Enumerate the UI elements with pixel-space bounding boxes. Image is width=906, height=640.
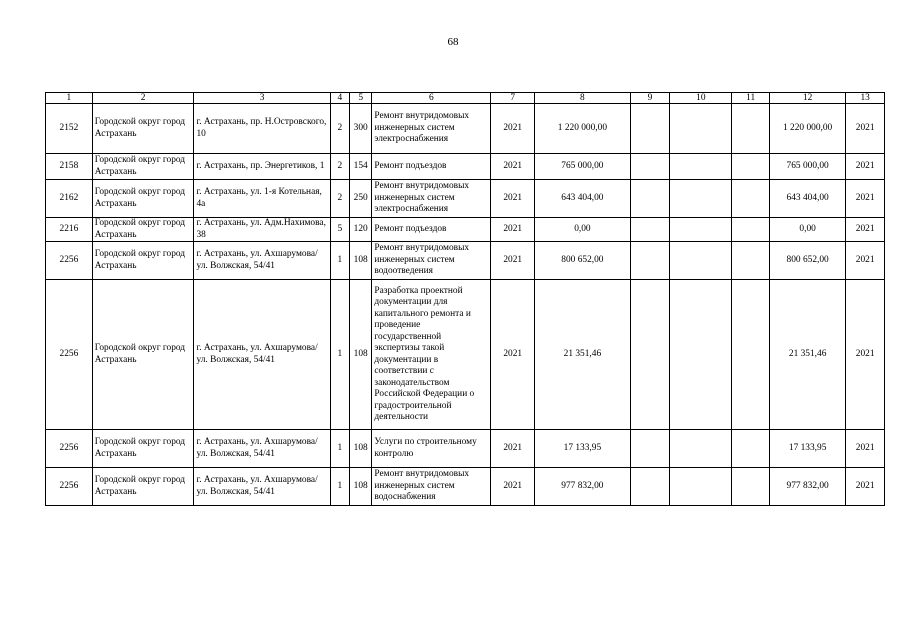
- column-11-cell: [732, 154, 770, 180]
- address-cell: г. Астрахань, ул. Ахшарумова/ ул. Волжская, 54/41: [194, 242, 330, 280]
- table-row: [46, 218, 885, 242]
- year-cell: 2021: [491, 104, 535, 154]
- column-header: 10: [670, 93, 732, 104]
- row-id-cell: 2256: [46, 468, 93, 506]
- table-row: [46, 242, 885, 280]
- column-10-cell: [670, 104, 732, 154]
- column-header: 1: [46, 93, 93, 104]
- column-4-cell: 1: [330, 280, 349, 430]
- total-cost-cell: 765 000,00: [535, 154, 631, 180]
- column-4-cell: 2: [330, 104, 349, 154]
- address-cell: г. Астрахань, ул. Ахшарумова/ ул. Волжская, 54/41: [194, 280, 330, 430]
- column-11-cell: [732, 430, 770, 468]
- municipality-cell: Городской округ город Астрахань: [92, 180, 194, 218]
- column-12-cost-cell: 0,00: [770, 218, 846, 242]
- table-row: [46, 154, 885, 180]
- column-12-cost-cell: 765 000,00: [770, 154, 846, 180]
- row-id-cell: 2152: [46, 104, 93, 154]
- column-9-cell: [630, 242, 670, 280]
- column-header: 11: [732, 93, 770, 104]
- work-type-cell: Ремонт внутридомовых инженерных систем водоотведения: [372, 242, 491, 280]
- municipality-cell: Городской округ город Астрахань: [92, 242, 194, 280]
- total-cost-cell: 17 133,95: [535, 430, 631, 468]
- year-cell: 2021: [491, 218, 535, 242]
- table-row: [46, 430, 885, 468]
- column-number-row: [46, 93, 885, 104]
- column-5-cell: 300: [350, 104, 372, 154]
- work-type-cell: Ремонт внутридомовых инженерных систем электроснабжения: [372, 180, 491, 218]
- column-10-cell: [670, 242, 732, 280]
- column-5-cell: 108: [350, 468, 372, 506]
- row-id-cell: 2162: [46, 180, 93, 218]
- column-10-cell: [670, 180, 732, 218]
- table-row: [46, 104, 885, 154]
- municipality-cell: Городской округ город Астрахань: [92, 218, 194, 242]
- column-11-cell: [732, 104, 770, 154]
- column-4-cell: 1: [330, 242, 349, 280]
- column-header: 7: [491, 93, 535, 104]
- column-header: 8: [535, 93, 631, 104]
- column-10-cell: [670, 468, 732, 506]
- year-cell: 2021: [491, 242, 535, 280]
- total-cost-cell: 1 220 000,00: [535, 104, 631, 154]
- column-12-cost-cell: 21 351,46: [770, 280, 846, 430]
- column-10-cell: [670, 280, 732, 430]
- total-cost-cell: 0,00: [535, 218, 631, 242]
- column-4-cell: 1: [330, 468, 349, 506]
- column-9-cell: [630, 104, 670, 154]
- row-id-cell: 2216: [46, 218, 93, 242]
- table-row: [46, 468, 885, 506]
- municipality-cell: Городской округ город Астрахань: [92, 154, 194, 180]
- column-5-cell: 120: [350, 218, 372, 242]
- column-11-cell: [732, 468, 770, 506]
- address-cell: г. Астрахань, ул. Ахшарумова/ ул. Волжская, 54/41: [194, 430, 330, 468]
- column-10-cell: [670, 430, 732, 468]
- column-header: 2: [92, 93, 194, 104]
- column-10-cell: [670, 218, 732, 242]
- column-5-cell: 250: [350, 180, 372, 218]
- completion-year-cell: 2021: [846, 104, 885, 154]
- address-cell: г. Астрахань, ул. Ахшарумова/ ул. Волжская, 54/41: [194, 468, 330, 506]
- column-10-cell: [670, 154, 732, 180]
- work-type-cell: Ремонт подъездов: [372, 154, 491, 180]
- column-4-cell: 2: [330, 180, 349, 218]
- municipality-cell: Городской округ город Астрахань: [92, 280, 194, 430]
- column-9-cell: [630, 280, 670, 430]
- completion-year-cell: 2021: [846, 430, 885, 468]
- row-id-cell: 2158: [46, 154, 93, 180]
- column-header: 12: [770, 93, 846, 104]
- column-4-cell: 5: [330, 218, 349, 242]
- column-9-cell: [630, 430, 670, 468]
- completion-year-cell: 2021: [846, 180, 885, 218]
- completion-year-cell: 2021: [846, 280, 885, 430]
- column-header: 13: [846, 93, 885, 104]
- capital-repair-table: [45, 92, 885, 506]
- year-cell: 2021: [491, 280, 535, 430]
- table-row: [46, 180, 885, 218]
- total-cost-cell: 643 404,00: [535, 180, 631, 218]
- column-12-cost-cell: 977 832,00: [770, 468, 846, 506]
- municipality-cell: Городской округ город Астрахань: [92, 430, 194, 468]
- column-header: 5: [350, 93, 372, 104]
- column-9-cell: [630, 218, 670, 242]
- page-number: 68: [447, 36, 459, 48]
- work-type-cell: Ремонт подъездов: [372, 218, 491, 242]
- year-cell: 2021: [491, 468, 535, 506]
- column-9-cell: [630, 154, 670, 180]
- municipality-cell: Городской округ город Астрахань: [92, 468, 194, 506]
- row-id-cell: 2256: [46, 242, 93, 280]
- year-cell: 2021: [491, 180, 535, 218]
- column-9-cell: [630, 468, 670, 506]
- work-type-cell: Ремонт внутридомовых инженерных систем водоснабжения: [372, 468, 491, 506]
- column-12-cost-cell: 17 133,95: [770, 430, 846, 468]
- column-4-cell: 2: [330, 154, 349, 180]
- column-5-cell: 108: [350, 280, 372, 430]
- total-cost-cell: 21 351,46: [535, 280, 631, 430]
- column-header: 6: [372, 93, 491, 104]
- column-header: 4: [330, 93, 349, 104]
- column-11-cell: [732, 180, 770, 218]
- year-cell: 2021: [491, 154, 535, 180]
- column-header: 9: [630, 93, 670, 104]
- work-type-cell: Разработка проектной документации для капитального ремонта и проведение государственной экспертизы такой документации в соответствии с законодательством Российской Федерации о градостроительной деятельности: [372, 280, 491, 430]
- column-11-cell: [732, 218, 770, 242]
- address-cell: г. Астрахань, ул. Адм.Нахимова, 38: [194, 218, 330, 242]
- row-id-cell: 2256: [46, 430, 93, 468]
- total-cost-cell: 800 652,00: [535, 242, 631, 280]
- address-cell: г. Астрахань, пр. Энергетиков, 1: [194, 154, 330, 180]
- completion-year-cell: 2021: [846, 218, 885, 242]
- completion-year-cell: 2021: [846, 242, 885, 280]
- completion-year-cell: 2021: [846, 154, 885, 180]
- column-12-cost-cell: 1 220 000,00: [770, 104, 846, 154]
- completion-year-cell: 2021: [846, 468, 885, 506]
- work-type-cell: Ремонт внутридомовых инженерных систем электроснабжения: [372, 104, 491, 154]
- column-4-cell: 1: [330, 430, 349, 468]
- total-cost-cell: 977 832,00: [535, 468, 631, 506]
- row-id-cell: 2256: [46, 280, 93, 430]
- column-11-cell: [732, 242, 770, 280]
- column-5-cell: 108: [350, 430, 372, 468]
- column-11-cell: [732, 280, 770, 430]
- address-cell: г. Астрахань, ул. 1-я Котельная, 4а: [194, 180, 330, 218]
- municipality-cell: Городской округ город Астрахань: [92, 104, 194, 154]
- address-cell: г. Астрахань, пр. Н.Островского, 10: [194, 104, 330, 154]
- column-12-cost-cell: 800 652,00: [770, 242, 846, 280]
- work-type-cell: Услуги по строительному контролю: [372, 430, 491, 468]
- column-5-cell: 154: [350, 154, 372, 180]
- column-9-cell: [630, 180, 670, 218]
- column-12-cost-cell: 643 404,00: [770, 180, 846, 218]
- year-cell: 2021: [491, 430, 535, 468]
- column-header: 3: [194, 93, 330, 104]
- table-row: [46, 280, 885, 430]
- column-5-cell: 108: [350, 242, 372, 280]
